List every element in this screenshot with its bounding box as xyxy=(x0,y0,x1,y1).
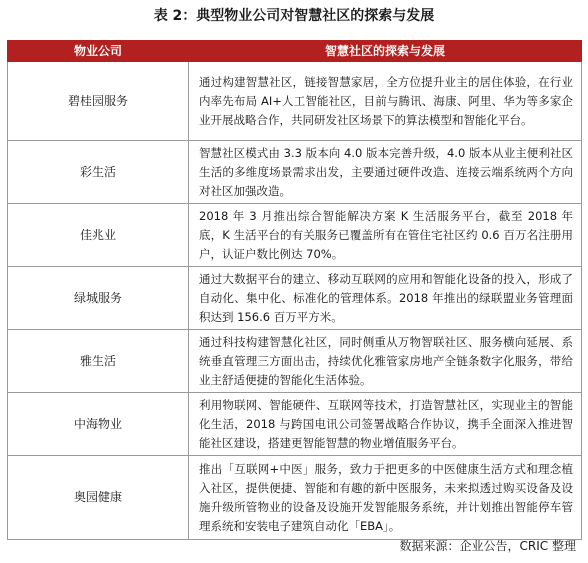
table-row xyxy=(8,204,582,267)
table-row xyxy=(8,330,582,393)
company-cell: 雅生活 xyxy=(8,330,189,393)
company-cell: 碧桂园服务 xyxy=(8,62,189,141)
column-header-company: 物业公司 xyxy=(8,41,189,62)
company-cell: 绿城服务 xyxy=(8,267,189,330)
column-header-description: 智慧社区的探索与发展 xyxy=(189,41,582,62)
description-cell: 利用物联网、智能硬件、互联网等技术，打造智慧社区，实现业主的智能化生活，2018 与跨国电讯公司签署战略合作协议，携手全面深入推进智能社区建设，搭建更智能智慧的物业增值服务平台。 xyxy=(189,393,582,456)
company-cell: 中海物业 xyxy=(8,393,189,456)
description-cell: 通过科技构建智慧化社区，同时侧重从万物智联社区、服务横向延展、系统垂直管理三方面出击，持续优化雅管家房地产全链条数字化服务，带给业主舒适便捷的智能化生活体验。 xyxy=(189,330,582,393)
description-cell: 2018 年 3 月推出综合智能解决方案 K 生活服务平台，截至 2018 年底，K 生活平台的有关服务已覆盖所有在管住宅社区约 0.6 百万名注册用户，认证户数比例达 70%。 xyxy=(189,204,582,267)
table-title: 表 2：典型物业公司对智慧社区的探索与发展 xyxy=(153,8,435,24)
table-row xyxy=(8,62,582,141)
description-cell: 智慧社区模式由 3.3 版本向 4.0 版本完善升级，4.0 版本从业主便利社区生活的多维度场景需求出发，主要通过硬件改造、连接云端系统两个方向对社区加强改造。 xyxy=(189,141,582,204)
description-cell: 通过构建智慧社区，链接智慧家居，全方位提升业主的居住体验，在行业内率先布局 AI+人工智能社区，目前与腾讯、海康、阿里、华为等多家企业开展战略合作，共同研发社区场景下的算法模型和智能化平台。 xyxy=(189,62,582,141)
company-cell: 彩生活 xyxy=(8,141,189,204)
table-row xyxy=(8,141,582,204)
data-source-note: 数据来源：企业公告，CRIC 整理 xyxy=(399,539,576,553)
table-row xyxy=(8,393,582,456)
table-row xyxy=(8,267,582,330)
table-header-row xyxy=(8,41,582,62)
description-cell: 推出「互联网+中医」服务，致力于把更多的中医健康生活方式和理念植入社区，提供便捷、智能和有趣的新中医服务，未来拟透过购买设备及设施升级所管物业的设备及设施开发智能服务系统，并计划推出智能停车管理系统和安装电子建筑自动化「EBA」。 xyxy=(189,456,582,540)
description-cell: 通过大数据平台的建立、移动互联网的应用和智能化设备的投入，形成了自动化、集中化、标准化的管理体系。2018 年推出的绿联盟业务管理面积达到 156.6 百万平方米。 xyxy=(189,267,582,330)
table-row xyxy=(8,456,582,540)
company-exploration-table xyxy=(7,40,582,540)
company-cell: 奥园健康 xyxy=(8,456,189,540)
company-cell: 佳兆业 xyxy=(8,204,189,267)
